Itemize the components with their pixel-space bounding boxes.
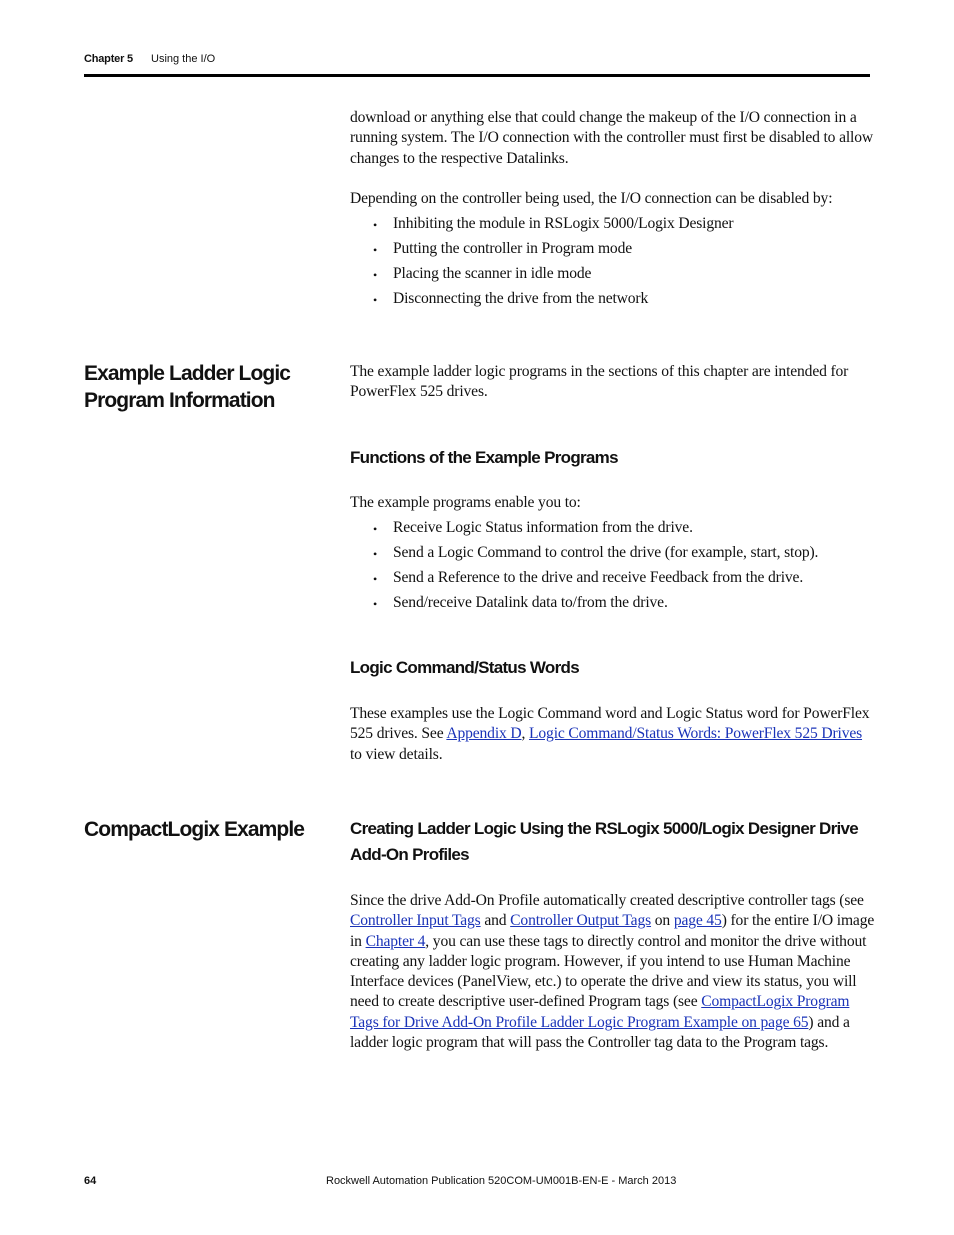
- chapter-4-link[interactable]: Chapter 4: [365, 932, 426, 950]
- program-tags-link[interactable]: CompactLogix Program Tags for Drive Add-On Profile Ladder Logic Program Example on page 65: [350, 993, 850, 1031]
- compactlogix-paragraph: Since the drive Add-On Profile automatically created descriptive controller tags (see Controller Input Tags and Controller Output Tags on page 45) for the entire I/O image in Chapter 4, you can use these tags to directly control and monitor the drive without creating any ladder logic program. However, if you intend to use Human Machine Interface devices (PanelView, etc.) to operate the drive and view its status, you will need to create descriptive user-defined Program tags (see CompactLogix Program Tags for Drive Add-On Profile Ladder Logic Program Example on page 65) and a ladder logic program that will pass the Controller tag data to the Program tags.: [350, 892, 875, 1052]
- section-title: Using the I/O: [151, 53, 216, 65]
- example-section-heading: Example Ladder Logic Program Information: [84, 362, 291, 412]
- logic-words-heading: Logic Command/Status Words: [350, 658, 579, 677]
- functions-list: [350, 518, 818, 618]
- example-section-paragraph: The example ladder logic programs in the sections of this chapter are intended for PowerFlex 525 drives.: [350, 363, 849, 401]
- list-item: • Putting the controller in Program mode: [350, 239, 733, 264]
- list-item: • Disconnecting the drive from the network: [350, 289, 733, 314]
- functions-heading: Functions of the Example Programs: [350, 448, 618, 467]
- list-item: • Send a Reference to the drive and receive Feedback from the drive.: [350, 568, 818, 593]
- page-number: 64: [84, 1175, 97, 1187]
- header-rule: [84, 74, 870, 77]
- controller-output-tags-link[interactable]: Controller Output Tags: [510, 912, 652, 930]
- list-item: • Send/receive Datalink data to/from the drive.: [350, 593, 818, 618]
- disable-methods-list: [350, 214, 733, 314]
- intro-paragraph-1: download or anything else that could change the makeup of the I/O connection in a running system. The I/O connection with the controller must first be disabled to allow changes to the respective Datalinks.: [350, 109, 873, 167]
- list-item: • Placing the scanner in idle mode: [350, 264, 733, 289]
- list-item: • Inhibiting the module in RSLogix 5000/Logix Designer: [350, 214, 733, 239]
- chapter-label: Chapter 5: [84, 53, 133, 65]
- functions-intro: The example programs enable you to:: [350, 494, 581, 511]
- list-item: • Send a Logic Command to control the drive (for example, start, stop).: [350, 543, 818, 568]
- publication-info: Rockwell Automation Publication 520COM-UM001B-EN-E - March 2013: [326, 1175, 677, 1187]
- compactlogix-heading: CompactLogix Example: [84, 818, 305, 841]
- appendix-d-link[interactable]: Appendix D: [446, 725, 522, 743]
- intro-paragraph-2: Depending on the controller being used, the I/O connection can be disabled by:: [350, 190, 833, 207]
- list-item: • Receive Logic Status information from the drive.: [350, 518, 818, 543]
- page-45-link[interactable]: page 45: [673, 912, 722, 930]
- controller-input-tags-link[interactable]: Controller Input Tags: [350, 912, 481, 930]
- logic-words-link[interactable]: Logic Command/Status Words: PowerFlex 525 Drives: [529, 725, 863, 743]
- running-header: [84, 53, 216, 65]
- logic-words-paragraph: These examples use the Logic Command word and Logic Status word for PowerFlex 525 drives. See Appendix D, Logic Command/Status Words: PowerFlex 525 Drives to view details.: [350, 705, 870, 763]
- ladder-logic-subheading: Creating Ladder Logic Using the RSLogix 5000/Logix Designer Drive Add-On Profiles: [350, 819, 859, 864]
